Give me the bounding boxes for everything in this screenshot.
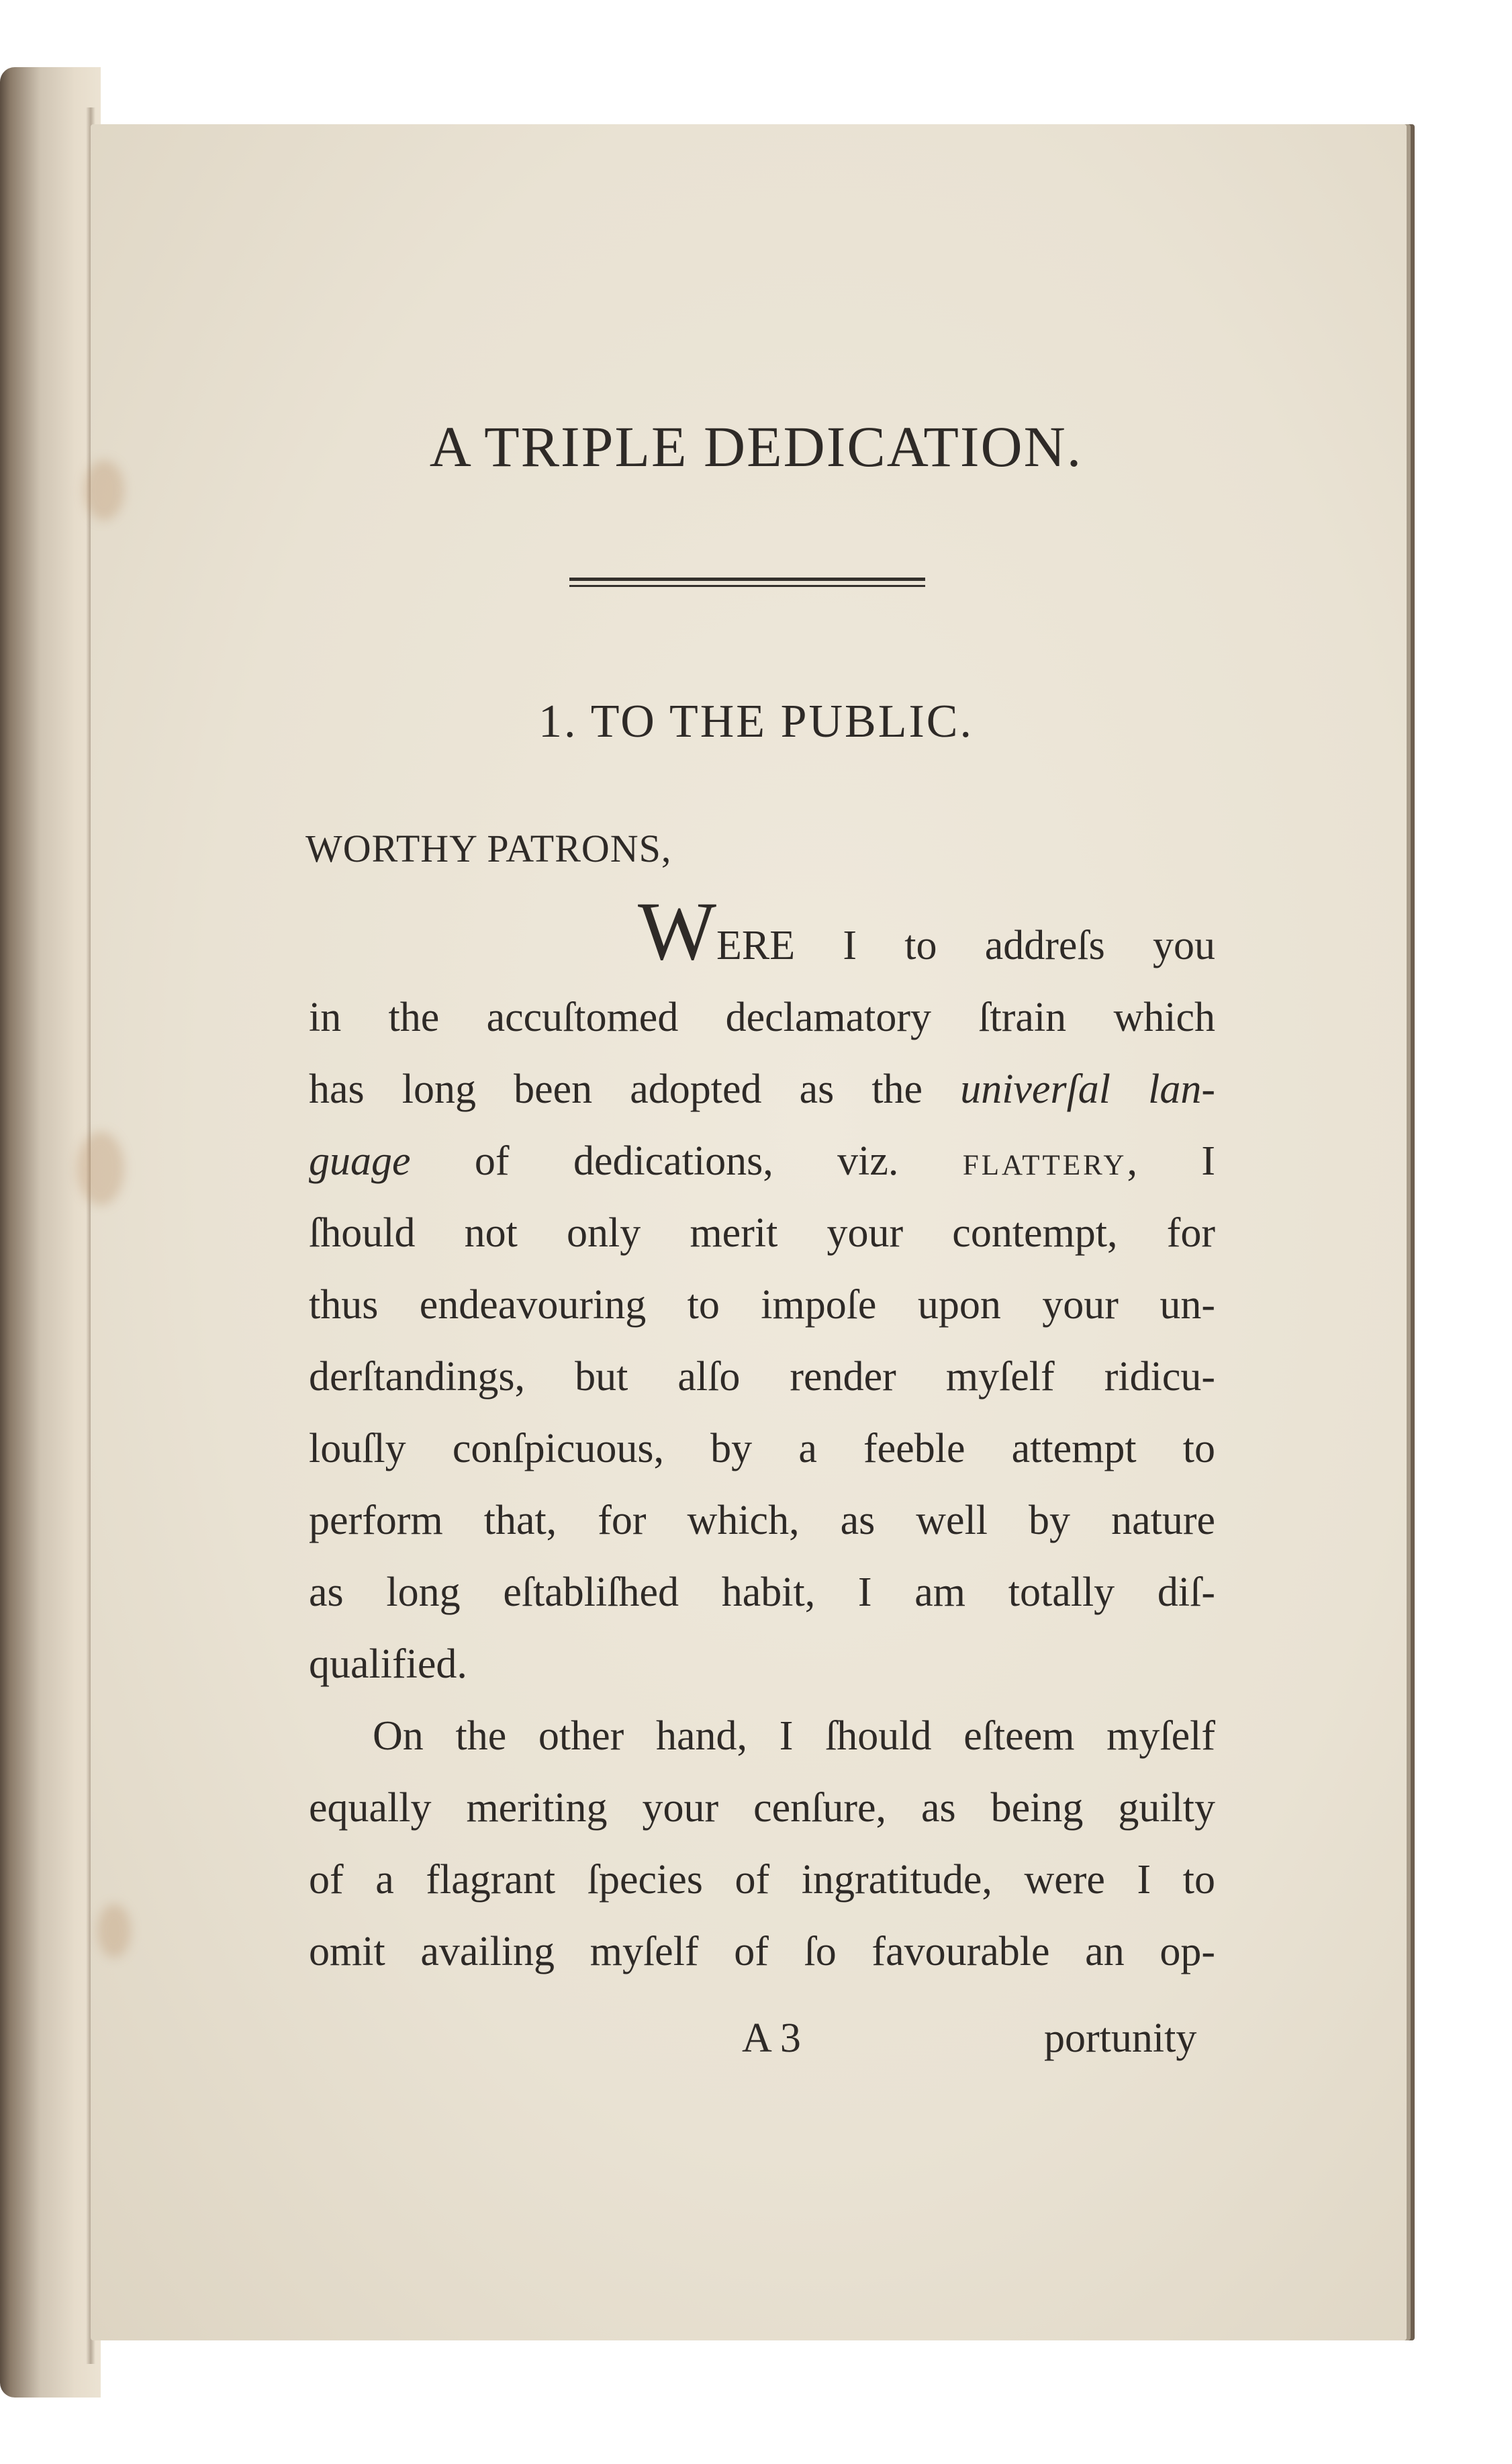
text-line: has long been adopted as the univerſal lan- — [309, 1066, 1216, 1112]
drop-cap: W — [638, 885, 717, 977]
text-line: equally meriting your cenſure, as being guilty — [309, 1785, 1215, 1831]
text-line: of a flagrant ſpecies of ingratitude, were I to — [309, 1857, 1215, 1903]
text-line: louſly conſpicuous, by a feeble attempt to — [309, 1426, 1215, 1471]
text-line: perform that, for which, as well by nature — [309, 1498, 1215, 1543]
foxing-stain — [77, 1132, 124, 1205]
text-line: WERE I to addreſs you — [638, 885, 1215, 977]
text-line: omit availing myſelf of ſo favourable an op- — [309, 1929, 1215, 1974]
text-line: guage of dedications, viz. flattery, I — [309, 1138, 1215, 1184]
signature-mark: A 3 — [742, 2015, 801, 2061]
text-line: qualified. — [309, 1641, 467, 1687]
text-line: ſhould not only merit your contempt, for — [309, 1210, 1215, 1256]
text-line: as long eſtabliſhed habit, I am totally diſ- — [309, 1569, 1215, 1615]
page-title: A TRIPLE DEDICATION. — [429, 414, 1083, 479]
body-text — [309, 885, 1216, 1988]
text-line: On the other hand, I ſhould eſteem myſelf — [373, 1713, 1215, 1759]
section-heading: 1. TO THE PUBLIC. — [538, 696, 974, 747]
text-line: derſtandings, but alſo render myſelf ridicu- — [309, 1354, 1215, 1400]
foxing-stain — [97, 1904, 131, 1958]
text-line: thus endeavouring to impoſe upon your un- — [309, 1282, 1215, 1328]
text-line: in the accuſtomed declamatory ſtrain which — [309, 995, 1215, 1040]
salutation: WORTHY PATRONS, — [305, 827, 672, 870]
title-rule — [569, 578, 925, 587]
catchword: portunity — [1044, 2015, 1197, 2061]
